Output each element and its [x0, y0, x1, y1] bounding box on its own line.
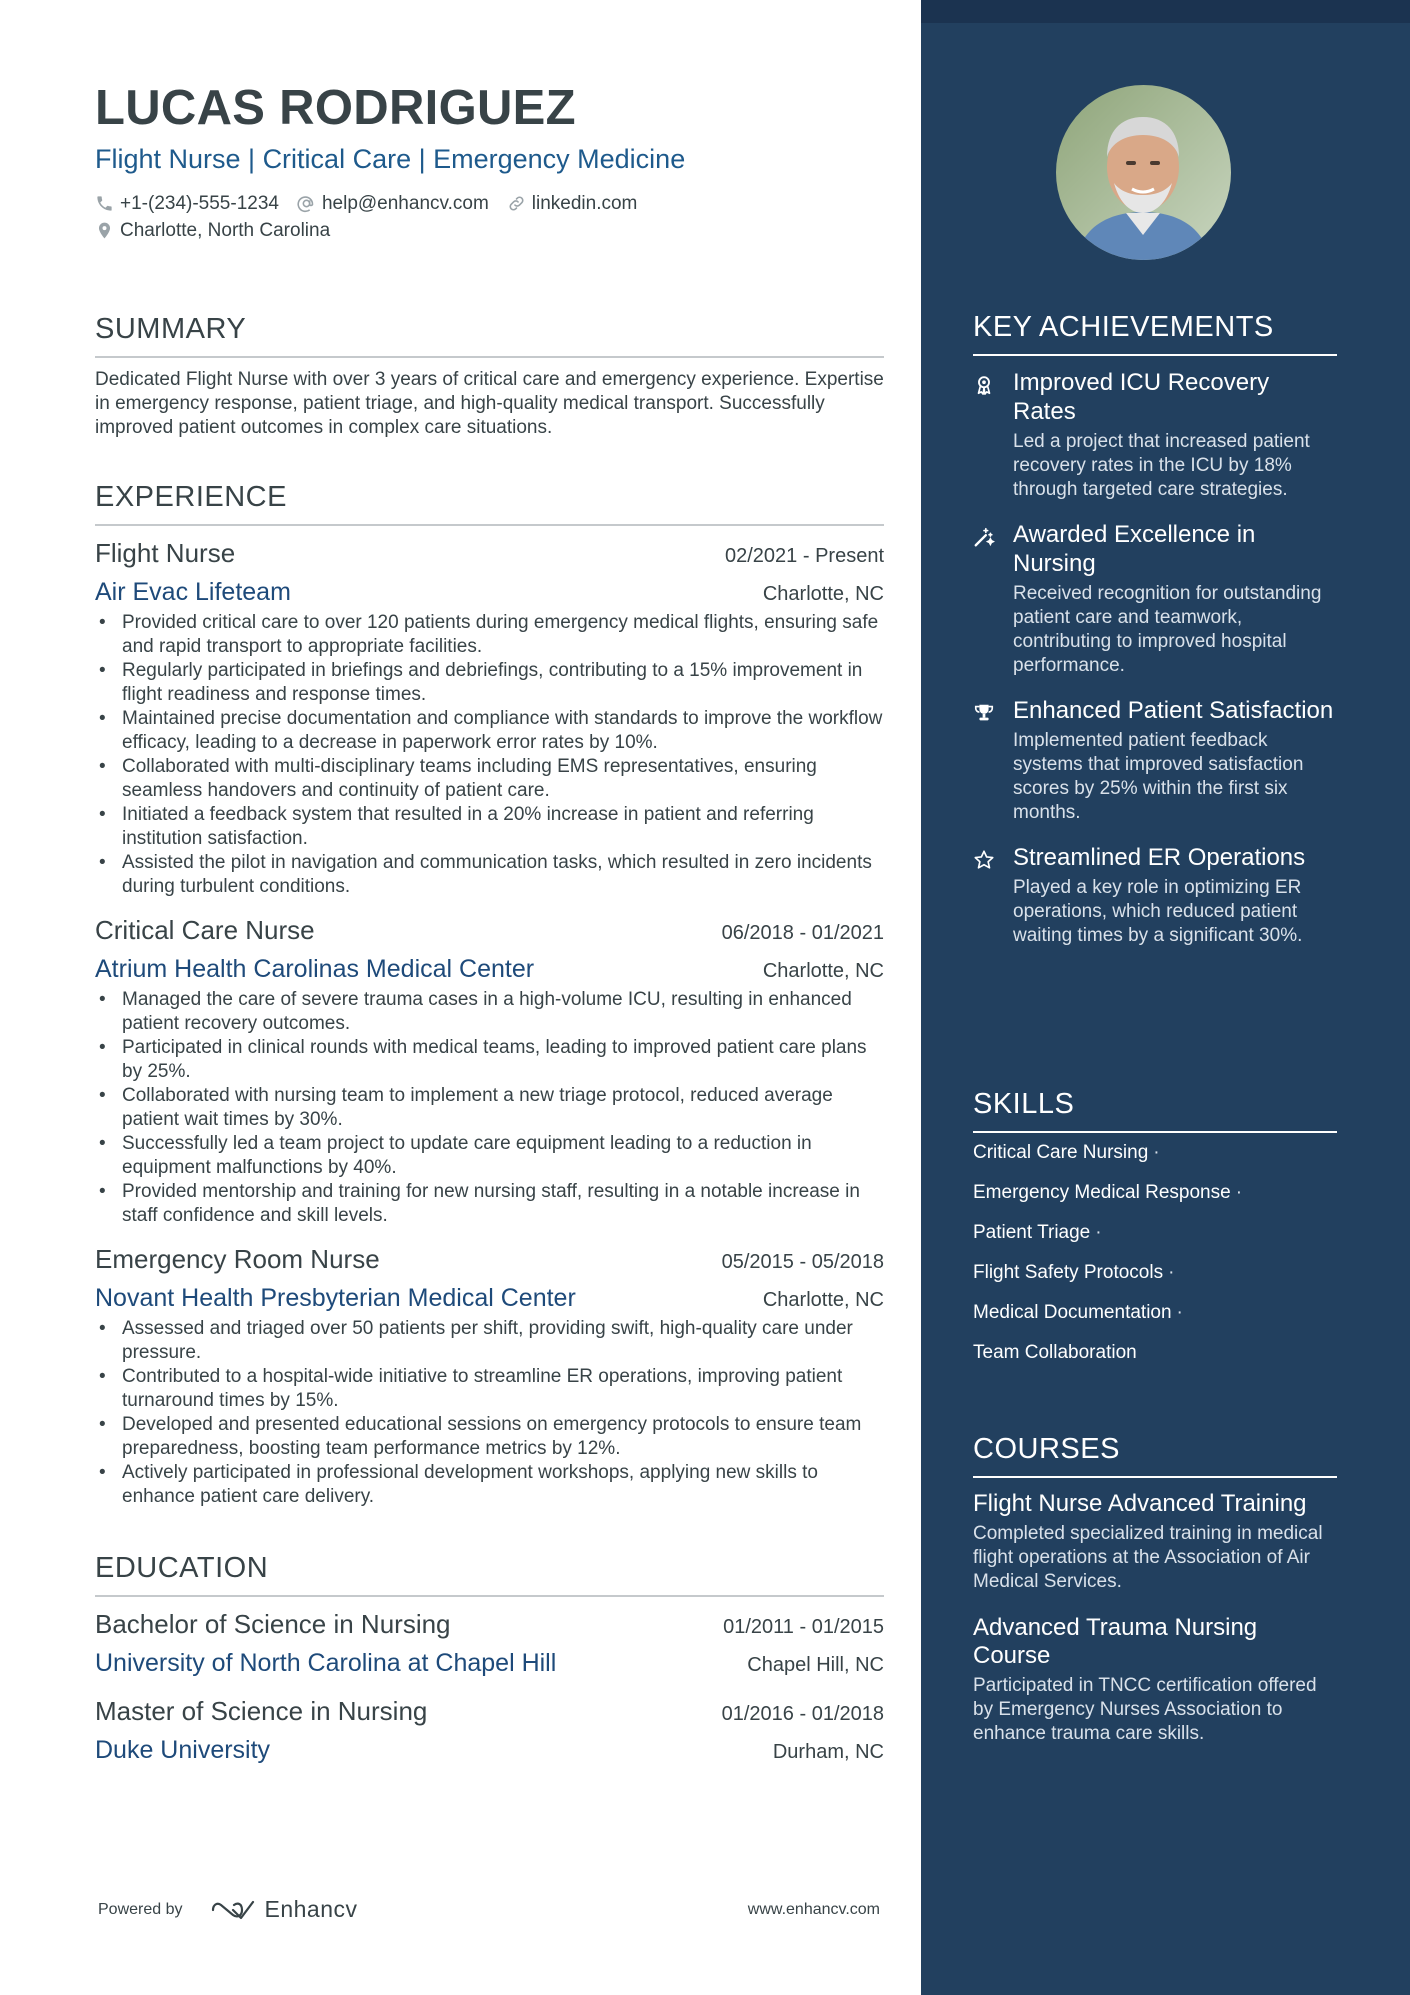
job-company: Air Evac Lifeteam [95, 578, 291, 606]
courses-heading: COURSES [973, 1432, 1337, 1478]
job-entry [95, 913, 884, 1228]
skill-separator: · [1176, 1302, 1183, 1323]
skill-separator: · [1235, 1182, 1243, 1203]
skill-separator: · [1153, 1142, 1160, 1163]
phone-contact[interactable] [95, 193, 279, 215]
bullet-item: • Maintained precise documentation and compliance with standards to improve the workflow efficacy, leading to a decrease in paperwork error rates by 10%. [95, 707, 884, 755]
job-location: Charlotte, NC [762, 583, 884, 605]
bullet-item: • Provided critical care to over 120 patients during emergency medical flights, ensuring safe and rapid transport to appropriate facilities. [95, 611, 884, 659]
job-dates: 06/2018 - 01/2021 [721, 922, 884, 944]
bullet-item: • Provided mentorship and training for new nursing staff, resulting in a notable increase in staff confidence and skill levels. [95, 1180, 884, 1228]
school-location: Chapel Hill, NC [747, 1654, 884, 1676]
email-contact[interactable] [297, 193, 489, 215]
achievement-title: Enhanced Patient Satisfaction [1013, 697, 1334, 724]
bullet-item: • Assisted the pilot in navigation and communication tasks, which resulted in zero incidents during turbulent conditions. [95, 851, 884, 899]
course-item [973, 1614, 1337, 1746]
job-bullets [95, 988, 884, 1228]
skill-separator: · [1168, 1262, 1175, 1283]
award-ribbon-icon [973, 374, 995, 396]
course-desc: Participated in TNCC certification offered by Emergency Nurses Association to enhance trauma care skills. [973, 1675, 1317, 1744]
skill-item [973, 1341, 1337, 1365]
powered-by[interactable] [98, 1896, 358, 1923]
sidebar-top-strip [921, 0, 1410, 23]
course-item [973, 1490, 1337, 1594]
skills-heading: SKILLS [973, 1087, 1337, 1133]
skill-label: Medical Documentation [973, 1302, 1172, 1323]
bullet-item: • Actively participated in professional development workshops, applying new skills to enhance patient care delivery. [95, 1461, 884, 1509]
skill-label: Flight Safety Protocols [973, 1262, 1164, 1283]
magic-wand-icon [973, 526, 995, 548]
summary-text: Dedicated Flight Nurse with over 3 years of critical care and emergency experience. Expertise in emergency response, patient triage, and high-quality medical transport. Successfully improved patient outcomes in complex care situations. [95, 369, 884, 438]
link-icon [507, 194, 526, 213]
bullet-item: • Collaborated with multi-disciplinary teams including EMS representatives, ensuring seamless handovers and continuity of patient care. [95, 755, 884, 803]
skill-label: Emergency Medical Response [973, 1182, 1231, 1203]
achievement-item [973, 696, 1337, 825]
candidate-name: LUCAS RODRIGUEZ [95, 81, 576, 135]
sidebar [921, 0, 1410, 1995]
course-desc: Completed specialized training in medical flight operations at the Association of Air Medical Services. [973, 1523, 1323, 1592]
school: Duke University [95, 1736, 271, 1764]
linkedin-contact[interactable] [507, 193, 638, 215]
school: University of North Carolina at Chapel Hill [95, 1649, 557, 1677]
bullet-item: • Participated in clinical rounds with medical teams, leading to improved patient care plans by 25%. [95, 1036, 884, 1084]
achievement-item [973, 368, 1337, 502]
job-role: Flight Nurse [95, 538, 236, 568]
enhancv-logo-icon [209, 1898, 257, 1922]
job-bullets [95, 1317, 884, 1509]
bullet-item: • Initiated a feedback system that resulted in a 20% increase in patient and referring institution satisfaction. [95, 803, 884, 851]
profile-photo-image [1056, 85, 1231, 260]
job-bullets [95, 611, 884, 899]
skill-item [973, 1141, 1337, 1165]
contact-info [95, 190, 884, 244]
bullet-item: • Assessed and triaged over 50 patients per shift, providing swift, high-quality care under pressure. [95, 1317, 884, 1365]
skill-item [973, 1301, 1337, 1325]
course-title: Flight Nurse Advanced Training [973, 1490, 1307, 1517]
bullet-item: • Collaborated with nursing team to implement a new triage protocol, reduced average patient wait times by 30%. [95, 1084, 884, 1132]
education-dates: 01/2011 - 01/2015 [723, 1616, 884, 1638]
experience-heading: EXPERIENCE [95, 480, 884, 526]
degree: Bachelor of Science in Nursing [95, 1609, 451, 1639]
job-company: Atrium Health Carolinas Medical Center [95, 955, 535, 983]
skill-label: Team Collaboration [973, 1342, 1137, 1363]
education-entry [95, 1607, 884, 1680]
skill-item [973, 1261, 1337, 1285]
skill-label: Patient Triage [973, 1222, 1091, 1243]
job-role: Critical Care Nurse [95, 915, 315, 945]
job-entry [95, 1242, 884, 1509]
education-dates: 01/2016 - 01/2018 [721, 1703, 884, 1725]
bullet-item: • Managed the care of severe trauma cases in a high-volume ICU, resulting in enhanced patient recovery outcomes. [95, 988, 884, 1036]
achievement-desc: Received recognition for outstanding patient care and teamwork, contributing to improved hospital performance. [1013, 583, 1322, 676]
achievements-section [973, 310, 1337, 948]
linkedin-text: linkedin.com [531, 192, 638, 214]
achievement-desc: Played a key role in optimizing ER operations, which reduced patient waiting times by a significant 30%. [1013, 877, 1303, 946]
achievement-title: Streamlined ER Operations [1013, 844, 1306, 871]
course-title: Advanced Trauma Nursing Course [973, 1614, 1258, 1669]
summary-heading: SUMMARY [95, 312, 884, 358]
degree: Master of Science in Nursing [95, 1696, 428, 1726]
education-section [95, 1551, 884, 1767]
job-company: Novant Health Presbyterian Medical Center [95, 1284, 576, 1312]
achievement-item [973, 520, 1337, 678]
main-column [95, 80, 884, 1767]
courses-section [973, 1432, 1337, 1746]
achievement-item [973, 843, 1337, 948]
phone-icon [95, 194, 114, 213]
bullet-item: • Developed and presented educational sessions on emergency protocols to ensure team preparedness, boosting team performance metrics by 12%. [95, 1413, 884, 1461]
achievement-title: Improved ICU Recovery Rates [1013, 369, 1270, 425]
candidate-title: Flight Nurse | Critical Care | Emergency Medicine [95, 144, 686, 174]
bullet-item: • Successfully led a team project to update care equipment leading to a reduction in equipment malfunctions by 40%. [95, 1132, 884, 1180]
school-location: Durham, NC [772, 1741, 884, 1763]
summary-section [95, 312, 884, 440]
bullet-item: • Contributed to a hospital-wide initiative to streamline ER operations, improving patient turnaround times by 15%. [95, 1365, 884, 1413]
skill-separator: · [1095, 1222, 1102, 1243]
location-contact [95, 220, 330, 242]
skill-label: Critical Care Nursing [973, 1142, 1149, 1163]
location-text: Charlotte, North Carolina [120, 219, 331, 241]
job-location: Charlotte, NC [762, 1289, 884, 1311]
location-pin-icon [95, 221, 114, 240]
email-text: help@enhancv.com [321, 192, 489, 214]
job-location: Charlotte, NC [762, 960, 884, 982]
achievements-heading: KEY ACHIEVEMENTS [973, 310, 1337, 356]
education-entry [95, 1694, 884, 1767]
website-link[interactable]: www.enhancv.com [747, 1900, 880, 1918]
skills-section [973, 1087, 1337, 1381]
bullet-item: • Regularly participated in briefings and debriefings, contributing to a 15% improvement in flight readiness and response times. [95, 659, 884, 707]
footer [98, 1896, 880, 1923]
achievement-title: Awarded Excellence in Nursing [1013, 521, 1256, 577]
phone-text: +1-(234)-555-1234 [120, 192, 279, 214]
powered-by-text: Powered by [98, 1900, 183, 1918]
job-entry [95, 536, 884, 899]
experience-section [95, 480, 884, 1509]
achievement-desc: Led a project that increased patient recovery rates in the ICU by 18% through targeted care strategies. [1013, 431, 1310, 500]
brand-name: Enhancv [264, 1896, 358, 1922]
profile-photo [1056, 85, 1231, 260]
education-heading: EDUCATION [95, 1551, 884, 1597]
job-dates: 05/2015 - 05/2018 [721, 1251, 884, 1273]
skill-item [973, 1221, 1337, 1245]
at-icon [297, 194, 316, 213]
trophy-icon [973, 702, 995, 724]
achievement-desc: Implemented patient feedback systems that improved satisfaction scores by 25% within the first six months. [1013, 730, 1304, 823]
star-icon [973, 849, 995, 871]
job-role: Emergency Room Nurse [95, 1244, 380, 1274]
job-dates: 02/2021 - Present [725, 545, 884, 567]
skill-item [973, 1181, 1337, 1205]
